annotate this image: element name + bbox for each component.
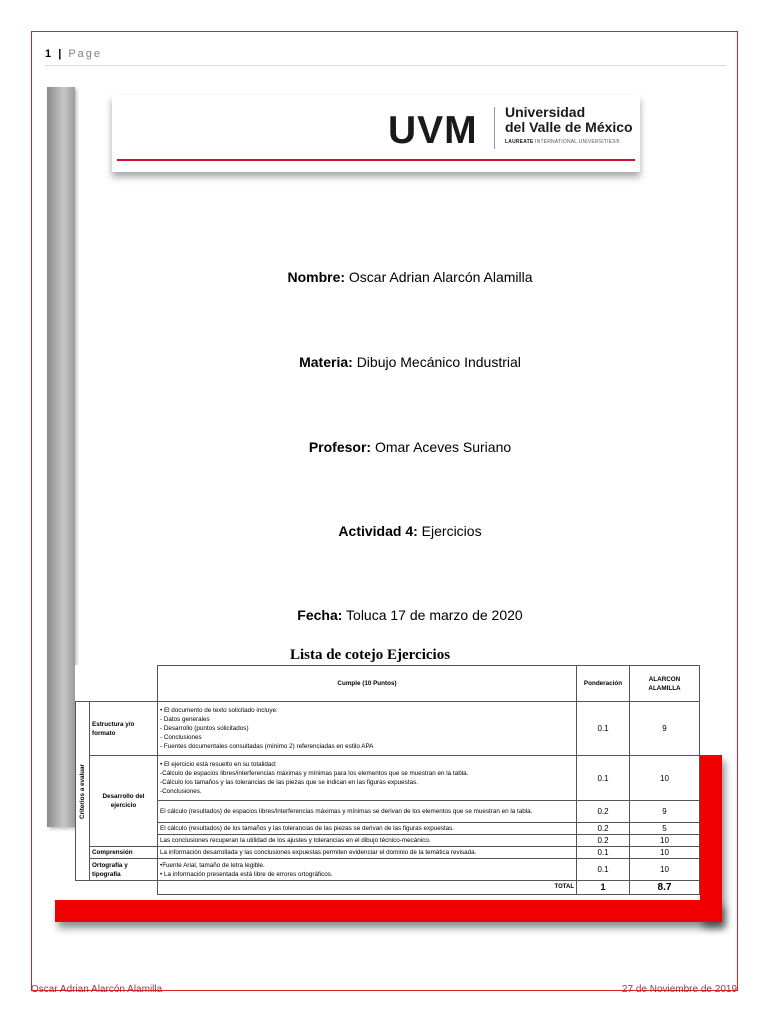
field-nombre bbox=[80, 269, 740, 285]
calificacion-cell: 5 bbox=[630, 823, 700, 835]
calificacion-cell: 10 bbox=[630, 835, 700, 847]
field-materia-label: Materia: bbox=[299, 354, 353, 370]
field-profesor bbox=[80, 439, 740, 455]
field-fecha-label: Fecha: bbox=[297, 607, 343, 623]
university-logo bbox=[112, 95, 640, 172]
descripcion-cell bbox=[158, 702, 577, 756]
descripcion-cell bbox=[158, 756, 577, 801]
total-empty-2 bbox=[90, 881, 158, 895]
field-actividad-label: Actividad 4: bbox=[338, 523, 418, 539]
calificacion-cell: 10 bbox=[630, 847, 700, 859]
calificacion-cell: 10 bbox=[630, 859, 700, 881]
logo-divider bbox=[494, 107, 495, 149]
logo-tagline bbox=[505, 139, 620, 145]
ponderacion-cell: 0.1 bbox=[577, 859, 630, 881]
field-materia bbox=[80, 354, 740, 370]
table-total-row bbox=[76, 881, 700, 895]
table-row bbox=[76, 823, 700, 835]
descripcion-line: • El documento de texto solicitado incluye: bbox=[160, 707, 278, 714]
checklist-title: Lista de cotejo Ejercicios bbox=[289, 647, 451, 663]
footer-author: Oscar Adrian Alarcón Alamilla bbox=[31, 984, 163, 995]
logo-red-underline bbox=[117, 159, 635, 161]
field-materia-value: Dibujo Mecánico Industrial bbox=[356, 354, 521, 370]
descripcion-line: - Desarrollo (puntos solicitados) bbox=[160, 725, 249, 732]
decorative-red-bar-bottom bbox=[55, 900, 722, 922]
col-header-cumple: Cumple (10 Puntos) bbox=[158, 666, 577, 702]
table-row bbox=[76, 756, 700, 801]
descripcion-cell: El cálculo (resultados) de espacios libres/interferencias máximas y mínimas se derivan de los elementos que se muestran en la tabla. bbox=[158, 801, 577, 823]
page-header bbox=[45, 48, 102, 60]
criterio-cell: Desarrollo del ejercicio bbox=[90, 756, 158, 847]
table-row bbox=[76, 702, 700, 756]
total-label: TOTAL bbox=[158, 881, 577, 895]
field-profesor-value: Omar Aceves Suriano bbox=[374, 439, 512, 455]
descripcion-line: -Conclusiones. bbox=[160, 788, 202, 795]
calificacion-cell: 9 bbox=[630, 801, 700, 823]
table-row bbox=[76, 847, 700, 859]
ponderacion-cell: 0.2 bbox=[577, 801, 630, 823]
field-profesor-label: Profesor: bbox=[308, 439, 372, 455]
col-header-alumno: ALARCON ALAMILLA bbox=[630, 666, 700, 702]
header-rule bbox=[45, 65, 726, 66]
field-fecha-value: Toluca 17 de marzo de 2020 bbox=[346, 607, 523, 623]
ponderacion-cell: 0.1 bbox=[577, 756, 630, 801]
table-corner-empty bbox=[76, 666, 90, 702]
decorative-red-bar-right bbox=[700, 755, 722, 922]
descripcion-cell: Las conclusiones recuperan la utilidad de los ajustes y tolerancias en el dibujo técnico-mecánico. bbox=[158, 835, 577, 847]
table-header-row bbox=[76, 666, 700, 702]
field-actividad-value: Ejercicios bbox=[421, 523, 482, 539]
criterios-label-cell bbox=[76, 702, 90, 881]
ponderacion-cell: 0.2 bbox=[577, 835, 630, 847]
criterio-cell: Estructura y/o formato bbox=[90, 702, 158, 756]
descripcion-cell bbox=[158, 859, 577, 881]
field-actividad bbox=[80, 523, 740, 539]
descripcion-cell: El cálculo (resultados) de los tamaños y las tolerancias de las piezas se derivan de las figuras expuestas. bbox=[158, 823, 577, 835]
col-header-ponderacion: Ponderación bbox=[577, 666, 630, 702]
page-word: Page bbox=[68, 48, 103, 60]
descripcion-line: •Fuente Arial, tamaño de letra legible. bbox=[160, 861, 265, 869]
logo-tagline-bold: LAUREATE bbox=[505, 139, 534, 145]
total-ponderacion: 1 bbox=[577, 881, 630, 895]
descripcion-line: -Cálculo de espacios libres/interferencias máximas y mínimas para los elementos que se muestran en la tabla. bbox=[160, 770, 469, 777]
logo-university-name bbox=[505, 105, 633, 135]
field-fecha bbox=[80, 607, 740, 623]
descripcion-line: -Cálculo los tamaños y las tolerancias de las piezas que se indican en las figuras expuestas. bbox=[160, 779, 418, 786]
table-row bbox=[76, 835, 700, 847]
descripcion-line: • La información presentada está libre de errores ortográficos. bbox=[160, 870, 333, 878]
descripcion-line: • El ejercicio está resuelto en su totalidad: bbox=[160, 761, 277, 768]
table-row bbox=[76, 859, 700, 881]
descripcion-line: - Fuentes documentales consultadas (mínimo 2) referenciadas en estilo APA bbox=[160, 743, 374, 750]
checklist-table bbox=[75, 665, 700, 895]
total-calificacion: 8.7 bbox=[630, 881, 700, 895]
ponderacion-cell: 0.1 bbox=[577, 702, 630, 756]
logo-line1: Universidad bbox=[505, 104, 586, 120]
ponderacion-cell: 0.1 bbox=[577, 847, 630, 859]
decorative-gray-bar bbox=[47, 87, 75, 827]
total-empty bbox=[76, 881, 90, 895]
logo-line2: del Valle de México bbox=[505, 119, 633, 135]
field-nombre-label: Nombre: bbox=[287, 269, 346, 285]
calificacion-cell: 9 bbox=[630, 702, 700, 756]
footer-date: 27 de Noviembre de 2019 bbox=[621, 984, 737, 995]
descripcion-cell: La información desarrollada y las conclusiones expuestas permiten evidenciar el dominio de la temática revisada. bbox=[158, 847, 577, 859]
page-separator: | bbox=[58, 48, 62, 60]
field-nombre-value: Oscar Adrian Alarcón Alamilla bbox=[348, 269, 533, 285]
table-corner-empty-2 bbox=[90, 666, 158, 702]
descripcion-line: - Conclusiones bbox=[160, 734, 202, 741]
criterio-cell: Ortografía y tipografía bbox=[90, 859, 158, 881]
descripcion-line: - Datos generales bbox=[160, 716, 210, 723]
logo-tagline-rest: INTERNATIONAL UNIVERSITIES® bbox=[535, 139, 620, 145]
ponderacion-cell: 0.2 bbox=[577, 823, 630, 835]
criterio-cell: Comprensión bbox=[90, 847, 158, 859]
logo-brand: UVM bbox=[388, 109, 478, 152]
criterios-label: Criterios a evaluar bbox=[79, 763, 86, 819]
table-row bbox=[76, 801, 700, 823]
page-number: 1 bbox=[45, 48, 52, 60]
calificacion-cell: 10 bbox=[630, 756, 700, 801]
